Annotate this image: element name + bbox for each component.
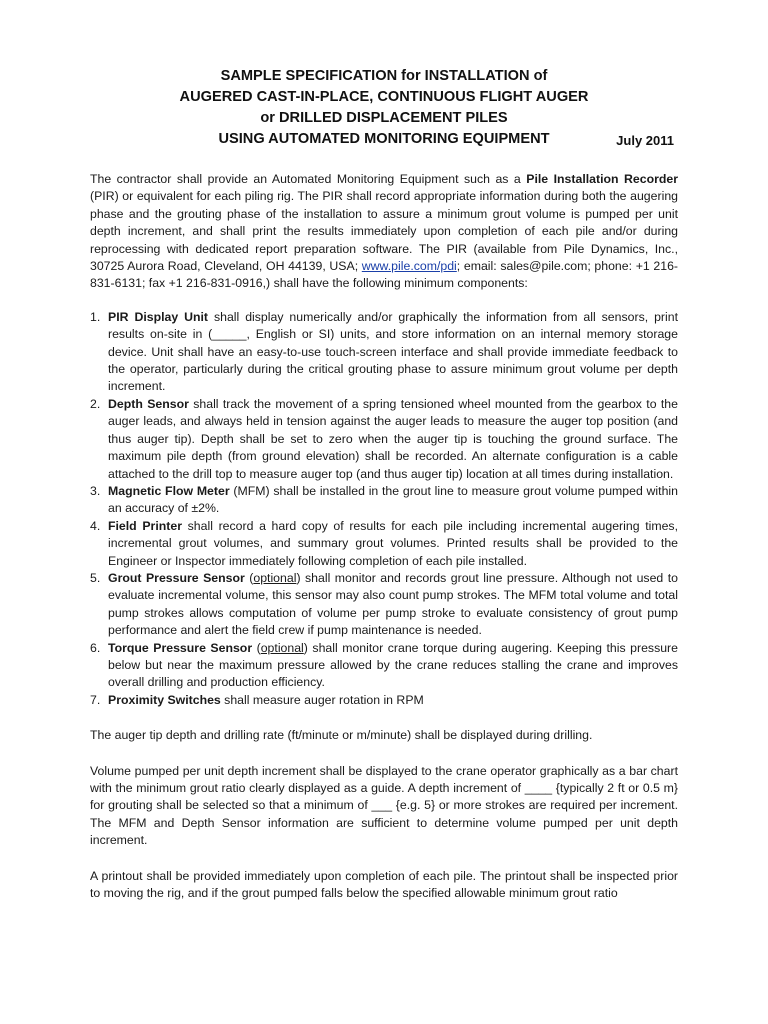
component-name: Magnetic Flow Meter: [108, 483, 230, 498]
list-item: [90, 692, 678, 709]
volume-increment-paragraph: Volume pumped per unit depth increment shall be displayed to the crane operator graphically as a bar chart with the minimum grout ratio clearly displayed as a guide. A depth increment of ____ {typically 2 ft or 0.5 m} for grouting shall be selected so that a minimum of ___ {e.g. 5} or more strokes are required per increment. The MFM and Depth Sensor information are sufficient to determine volume pumped per unit depth increment.: [90, 763, 678, 848]
component-name: PIR Display Unit: [108, 309, 209, 324]
document-title: [90, 66, 678, 150]
list-item: [90, 396, 678, 483]
component-description: shall track the movement of a spring tensioned wheel mounted from the gearbox to the auger leads, and always held in tension against the auger leads to measure the auger top position (and thus auger tip). Depth shall be set to zero when the auger tip is touching the ground surface. The maximum pile depth (from ground elevation) shall be recorded. An alternate configuration is a cable attached to the drill top to measure auger top (and thus auger tip) location at all times during installation.: [108, 396, 678, 481]
component-description: shall measure auger rotation in RPM: [220, 692, 424, 707]
optional-tag: optional: [260, 640, 304, 655]
component-name: Field Printer: [108, 518, 182, 533]
pile-website-link[interactable]: www.pile.com/pdi: [361, 259, 457, 274]
printout-paragraph: A printout shall be provided immediately upon completion of each pile. The printout shall be inspected prior to moving the rig, and if the grout pumped falls below the specified allowable minimum grout ratio: [90, 868, 678, 901]
component-description: shall monitor and records grout line pressure. Although not used to evaluate incremental volume, this sensor may also count pump strokes. The MFM total volume and total pump strokes allows computation of volume per pump stroke to evaluate consistency of grout pump performance and alert the field crew if pump maintenance is needed.: [108, 570, 678, 638]
component-description: shall monitor crane torque during augering. Keeping this pressure below but near the maximum pressure allowed by the crane reduces stalling the crane and improves overall drilling and production efficiency.: [108, 640, 678, 690]
drilling-rate-paragraph: The auger tip depth and drilling rate (ft/minute or m/minute) shall be displayed during drilling.: [90, 728, 593, 743]
intro-text-2: (PIR) or equivalent for each piling rig. The PIR shall record appropriate information during both the augering phase and the grouting phase of the installation to assure a minimum grout volume is pumped per unit depth increment, and shall print the results immediately upon completion of each pile and/or during reprocessing with dedicated report preparation software. The PIR (available from Pile Dynamics, Inc., 30725 Aurora Road, Cleveland, OH 44139, USA;: [90, 189, 678, 274]
list-item: [90, 483, 678, 518]
list-item: 5. Grout Pressure Sensor (optional) shall monitor and records grout line pressure. Although not used to evaluate incremental volume, this sensor may also count pump strokes. The MFM total volume and total pump strokes allows computation of volume per pump stroke to evaluate consistency of grout pump performance and alert the field crew if pump maintenance is needed.: [90, 570, 678, 638]
title-line-4: USING AUTOMATED MONITORING EQUIPMENT: [218, 131, 550, 147]
components-list: [90, 309, 678, 709]
list-item-number: 1.: [90, 309, 101, 324]
component-description: (MFM) shall be installed in the grout line to measure grout volume pumped within an accuracy of ±2%.: [108, 483, 678, 516]
intro-text-1: The contractor shall provide an Automated Monitoring Equipment such as a: [90, 172, 527, 186]
pir-term: Pile Installation Recorder: [526, 172, 679, 186]
component-name: Proximity Switches: [108, 692, 221, 707]
list-item: [90, 518, 678, 570]
list-item-number: 5.: [90, 570, 101, 585]
list-item: [90, 309, 678, 396]
component-description: shall display numerically and/or graphically the information from all sensors, print results on-site in (_____, English or SI) units, and store information on an internal memory storage device. Unit shall have an easy-to-use touch-screen interface and shall provide immediate feedback to the operator, particularly during the critical grouting phase to assure minimum grout volume per depth increment.: [108, 309, 678, 394]
list-item-number: 7.: [90, 692, 101, 707]
title-line-1: SAMPLE SPECIFICATION for INSTALLATION of: [220, 68, 548, 84]
component-name: Grout Pressure Sensor: [108, 570, 245, 585]
list-item: 6. Torque Pressure Sensor (optional) shall monitor crane torque during augering. Keeping this pressure below but near the maximum pressure allowed by the crane reduces stalling the crane and improves overall drilling and production efficiency.: [90, 640, 678, 690]
optional-tag: optional: [253, 570, 297, 585]
intro-text-3: ; email: sales@pile.com; phone: +1 216-831-6131; fax +1 216-831-0916,) shall have the following minimum components:: [90, 259, 678, 291]
title-line-4-row: [90, 129, 678, 150]
list-item-number: 6.: [90, 640, 101, 655]
component-name: Depth Sensor: [108, 396, 189, 411]
document-body: [90, 171, 678, 902]
intro-paragraph: [90, 171, 678, 293]
title-line-2: AUGERED CAST-IN-PLACE, CONTINUOUS FLIGHT AUGER: [179, 89, 589, 105]
list-item-number: 4.: [90, 518, 101, 533]
list-item-number: 2.: [90, 396, 101, 411]
title-line-3: or DRILLED DISPLACEMENT PILES: [260, 110, 508, 126]
component-name: Torque Pressure Sensor: [108, 640, 253, 655]
component-description: shall record a hard copy of results for each pile including incremental augering times, incremental grout volumes, and summary grout volumes. Printed results shall be provided to the Engineer or Inspector immediately following completion of each pile installed.: [108, 518, 678, 568]
list-item-number: 3.: [90, 483, 101, 498]
document-date: July 2011: [616, 133, 674, 148]
